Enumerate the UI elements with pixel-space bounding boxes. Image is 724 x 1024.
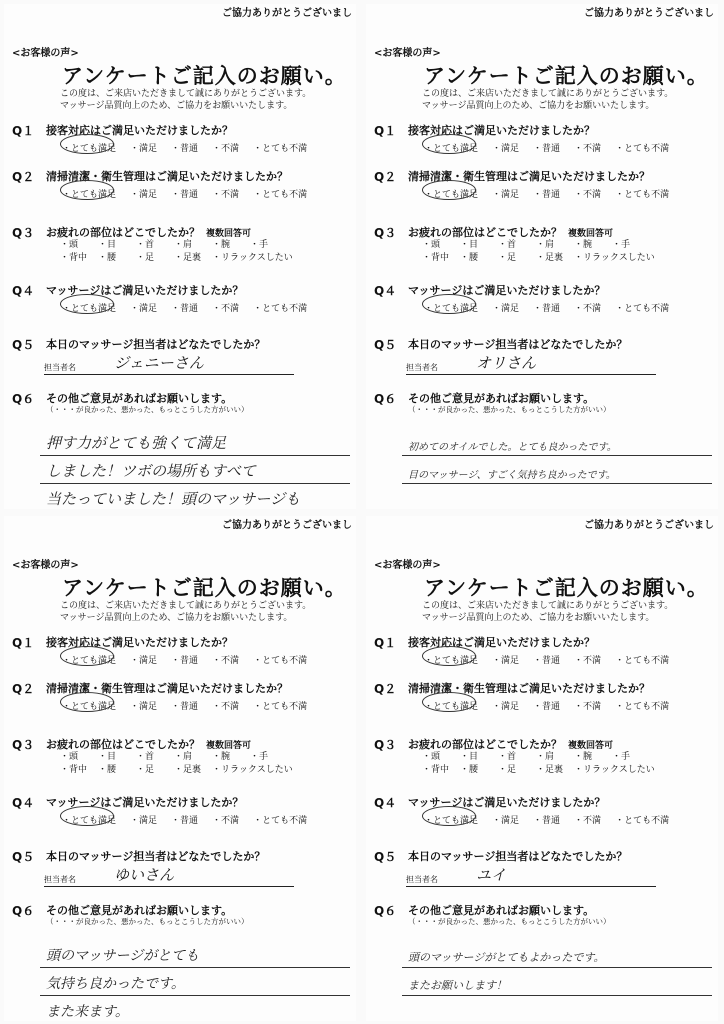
survey-title: アンケートご記入のお願い。 (62, 64, 347, 88)
comment-line (40, 968, 350, 996)
answer-circle-mark (422, 134, 479, 154)
question-text: 接客対応はご満足いただけましたか？ (408, 636, 595, 649)
question-number: Q６ (12, 392, 35, 406)
body-part-option[interactable]: ・足裏 (174, 253, 202, 263)
body-part-option[interactable]: ・腕 (574, 752, 593, 762)
body-part-option[interactable]: ・肩 (536, 752, 555, 762)
body-part-options (60, 751, 303, 777)
question-text: マッサージはご満足いただけましたか？ (408, 284, 606, 297)
option[interactable]: ・普通 (171, 144, 199, 154)
question-text: マッサージはご満足いただけましたか？ (46, 796, 244, 809)
staff-name-handwritten[interactable]: オリさん (476, 354, 537, 372)
survey-sheet (4, 4, 356, 509)
option[interactable]: ・とても満足 (424, 702, 479, 712)
body-part-option[interactable]: ・首 (498, 752, 517, 762)
customer-voice-label: <お客様の声> (12, 560, 79, 571)
handwritten-comment: 目のマッサージ、すごく気持ち良かったです。 (408, 470, 616, 481)
question-text: 接客対応はご満足いただけましたか？ (46, 636, 233, 649)
handwritten-comment: 頭のマッサージがとても (46, 948, 200, 964)
body-part-option[interactable]: ・目 (98, 752, 117, 762)
option[interactable]: ・満足 (130, 702, 158, 712)
option[interactable]: ・とても不満 (615, 304, 670, 314)
comment-line (402, 456, 712, 484)
question-number: Q２ (374, 682, 397, 696)
question-number: Q５ (374, 338, 397, 352)
option[interactable]: ・不満 (574, 144, 602, 154)
thanks-header: ご協力ありがとうございまし (222, 520, 352, 531)
option[interactable]: ・とても満足 (62, 144, 117, 154)
question-text: マッサージはご満足いただけましたか？ (408, 796, 606, 809)
answer-circle-mark (60, 134, 117, 154)
multi-answer-note: 複数回答可 (568, 741, 614, 751)
thanks-header: ご協力ありがとうございまし (584, 8, 714, 19)
option[interactable]: ・とても不満 (253, 816, 308, 826)
multi-answer-note: 複数回答可 (206, 229, 252, 239)
question-text: お疲れの部位はどこでしたか？ 複数回答可 (46, 738, 252, 751)
customer-voice-label: <お客様の声> (374, 560, 441, 571)
option[interactable]: ・不満 (212, 702, 240, 712)
handwritten-comment: またお願いします！ (408, 979, 507, 992)
option[interactable]: ・とても不満 (253, 304, 308, 314)
question-text: 清掃清潔・衛生管理はご満足いただけましたか？ (408, 682, 650, 695)
question-6-hint: （・・・が良かった、悪かった、もっとこうした方がいい） (408, 917, 611, 926)
staff-name-line (406, 886, 656, 887)
body-part-option[interactable]: ・肩 (174, 752, 193, 762)
question-number: Q３ (12, 738, 35, 752)
customer-voice-label: <お客様の声> (374, 48, 441, 59)
survey-sheet (366, 4, 718, 509)
body-part-option[interactable]: ・腰 (98, 253, 117, 263)
staff-name-label: 担当者名 (44, 363, 76, 372)
option[interactable]: ・とても不満 (615, 144, 670, 154)
option[interactable]: ・とても満足 (424, 144, 479, 154)
body-part-option[interactable]: ・足 (498, 765, 517, 775)
option[interactable]: ・不満 (212, 816, 240, 826)
option[interactable]: ・不満 (574, 656, 602, 666)
option[interactable]: ・満足 (130, 144, 158, 154)
answer-circle-mark (422, 806, 479, 826)
question-number: Q４ (12, 284, 35, 298)
multi-answer-note: 複数回答可 (206, 741, 252, 751)
staff-name-label: 担当者名 (406, 363, 438, 372)
survey-title: アンケートご記入のお願い。 (424, 576, 709, 600)
survey-sheet (366, 516, 718, 1021)
body-part-option[interactable]: ・リラックスしたい (212, 253, 293, 263)
option[interactable]: ・満足 (492, 144, 520, 154)
body-part-option[interactable]: ・背中 (60, 765, 88, 775)
option[interactable]: ・とても満足 (62, 190, 117, 200)
option[interactable]: ・不満 (574, 816, 602, 826)
question-number: Q４ (374, 796, 397, 810)
question-text: 清掃清潔・衛生管理はご満足いただけましたか？ (408, 170, 650, 183)
question-text: その他ご意見があればお願いします。 (408, 392, 595, 405)
body-part-option[interactable]: ・頭 (60, 752, 79, 762)
option[interactable]: ・とても満足 (424, 656, 479, 666)
body-part-option[interactable]: ・腰 (460, 253, 479, 263)
option[interactable]: ・不満 (574, 190, 602, 200)
survey-intro: この度は、ご来店いただきまして誠にありがとうございます。 マッサージ品質向上のため、ご協力をお願いいたします。 (422, 601, 674, 623)
question-number: Q３ (374, 226, 397, 240)
option[interactable]: ・とても不満 (615, 656, 670, 666)
body-part-options (60, 239, 303, 265)
body-part-option[interactable]: ・足裏 (174, 765, 202, 775)
handwritten-comment: 頭のマッサージがとてもよかったです。 (408, 951, 605, 964)
answer-circle-mark (422, 692, 479, 712)
answer-circle-mark (60, 692, 117, 712)
handwritten-comment: 当たっていました！頭のマッサージも (46, 490, 301, 508)
comment-line (40, 428, 350, 456)
body-part-option[interactable]: ・頭 (422, 752, 441, 762)
option[interactable]: ・満足 (492, 304, 520, 314)
comment-line (402, 996, 712, 1021)
answer-circle-mark (422, 646, 479, 666)
question-number: Q４ (12, 796, 35, 810)
body-part-option[interactable]: ・目 (460, 752, 479, 762)
handwritten-comment: 気持ち良かったです。 (46, 976, 185, 992)
survey-intro: この度は、ご来店いただきまして誠にありがとうございます。 マッサージ品質向上のため、ご協力をお願いいたします。 (422, 89, 674, 111)
option[interactable]: ・とても満足 (424, 304, 479, 314)
body-part-option[interactable]: ・足 (498, 253, 517, 263)
body-part-option[interactable]: ・リラックスしたい (212, 765, 293, 775)
comment-line (402, 484, 712, 509)
body-part-option[interactable]: ・リラックスしたい (574, 253, 655, 263)
handwritten-comment: また来ます。 (46, 1004, 129, 1020)
option[interactable]: ・満足 (130, 304, 158, 314)
handwritten-comment: 押す力がとても強くて満足 (46, 434, 227, 452)
question-number: Q２ (374, 170, 397, 184)
staff-name-label: 担当者名 (44, 875, 76, 884)
question-text: 清掃清潔・衛生管理はご満足いただけましたか？ (46, 170, 288, 183)
body-part-option[interactable]: ・足裏 (536, 765, 564, 775)
option[interactable]: ・とても満足 (424, 816, 479, 826)
option[interactable]: ・とても不満 (253, 656, 308, 666)
option[interactable]: ・満足 (492, 702, 520, 712)
body-part-option[interactable]: ・足裏 (536, 253, 564, 263)
option[interactable]: ・普通 (533, 816, 561, 826)
question-number: Q５ (12, 338, 35, 352)
body-part-options (422, 239, 665, 265)
option[interactable]: ・とても満足 (62, 816, 117, 826)
comment-line (402, 428, 712, 456)
comment-lines[interactable] (40, 428, 350, 509)
body-part-option[interactable]: ・足 (136, 253, 155, 263)
body-part-option[interactable]: ・手 (612, 752, 631, 762)
survey-intro: この度は、ご来店いただきまして誠にありがとうございます。 マッサージ品質向上のため、ご協力をお願いいたします。 (60, 89, 312, 111)
staff-name-line (44, 374, 294, 375)
answer-circle-mark (60, 646, 117, 666)
question-6-hint: （・・・が良かった、悪かった、もっとこうした方がいい） (408, 405, 611, 414)
question-text: マッサージはご満足いただけましたか？ (46, 284, 244, 297)
answer-circle-mark (60, 806, 117, 826)
option[interactable]: ・普通 (171, 702, 199, 712)
question-text: その他ご意見があればお願いします。 (408, 904, 595, 917)
option[interactable]: ・不満 (212, 190, 240, 200)
question-text: その他ご意見があればお願いします。 (46, 392, 233, 405)
question-number: Q４ (374, 284, 397, 298)
comment-lines[interactable] (402, 940, 712, 1021)
body-part-option[interactable]: ・腰 (98, 765, 117, 775)
option[interactable]: ・不満 (574, 702, 602, 712)
option[interactable]: ・とても不満 (253, 190, 308, 200)
question-text: その他ご意見があればお願いします。 (46, 904, 233, 917)
option[interactable]: ・普通 (171, 190, 199, 200)
question-number: Q３ (374, 738, 397, 752)
option[interactable]: ・とても満足 (424, 190, 479, 200)
body-part-option[interactable]: ・首 (136, 240, 155, 250)
question-number: Q１ (374, 636, 397, 650)
option[interactable]: ・とても満足 (62, 304, 117, 314)
survey-title: アンケートご記入のお願い。 (424, 64, 709, 88)
body-part-option[interactable]: ・足 (136, 765, 155, 775)
body-part-option[interactable]: ・腰 (460, 765, 479, 775)
body-part-option[interactable]: ・首 (136, 752, 155, 762)
staff-name-handwritten[interactable]: ユイ (476, 866, 507, 884)
body-part-option[interactable]: ・背中 (60, 253, 88, 263)
body-part-option[interactable]: ・肩 (174, 240, 193, 250)
question-number: Q５ (374, 850, 397, 864)
multi-answer-note: 複数回答可 (568, 229, 614, 239)
body-part-option[interactable]: ・リラックスしたい (574, 765, 655, 775)
survey-title: アンケートご記入のお願い。 (62, 576, 347, 600)
question-number: Q１ (12, 124, 35, 138)
staff-name-handwritten[interactable]: ジェニーさん (114, 354, 204, 372)
staff-name-handwritten[interactable]: ゆいさん (114, 866, 175, 884)
question-text: 接客対応はご満足いただけましたか？ (408, 124, 595, 137)
comment-line (402, 968, 712, 996)
body-part-option[interactable]: ・腕 (212, 752, 231, 762)
option[interactable]: ・普通 (171, 304, 199, 314)
comment-lines[interactable] (402, 428, 712, 509)
question-6-hint: （・・・が良かった、悪かった、もっとこうした方がいい） (46, 405, 249, 414)
question-number: Q６ (374, 392, 397, 406)
body-part-option[interactable]: ・肩 (536, 240, 555, 250)
option[interactable]: ・普通 (171, 656, 199, 666)
comment-line (40, 940, 350, 968)
question-text: 接客対応はご満足いただけましたか？ (46, 124, 233, 137)
comment-line (40, 456, 350, 484)
customer-voice-label: <お客様の声> (12, 48, 79, 59)
option[interactable]: ・普通 (171, 816, 199, 826)
answer-circle-mark (422, 294, 479, 314)
option[interactable]: ・とても満足 (62, 656, 117, 666)
option[interactable]: ・とても満足 (62, 702, 117, 712)
question-number: Q６ (12, 904, 35, 918)
option[interactable]: ・とても不満 (615, 816, 670, 826)
thanks-header: ご協力ありがとうございまし (584, 520, 714, 531)
staff-name-line (44, 886, 294, 887)
comment-line (40, 484, 350, 509)
handwritten-comment: 初めてのオイルでした。とても良かったです。 (408, 442, 617, 453)
option[interactable]: ・とても不満 (615, 702, 670, 712)
option[interactable]: ・不満 (212, 144, 240, 154)
option[interactable]: ・満足 (492, 816, 520, 826)
survey-intro: この度は、ご来店いただきまして誠にありがとうございます。 マッサージ品質向上のため、ご協力をお願いいたします。 (60, 601, 312, 623)
body-part-option[interactable]: ・手 (612, 240, 631, 250)
comment-lines[interactable] (40, 940, 350, 1021)
option[interactable]: ・普通 (533, 702, 561, 712)
body-part-option[interactable]: ・目 (98, 240, 117, 250)
survey-sheet (4, 516, 356, 1021)
body-part-option[interactable]: ・腕 (212, 240, 231, 250)
option[interactable]: ・満足 (492, 656, 520, 666)
option[interactable]: ・普通 (533, 144, 561, 154)
option[interactable]: ・とても不満 (253, 702, 308, 712)
question-text: 本日のマッサージ担当者はどなたでしたか？ (408, 850, 628, 863)
question-number: Q６ (374, 904, 397, 918)
thanks-header: ご協力ありがとうございまし (222, 8, 352, 19)
option[interactable]: ・とても不満 (253, 144, 308, 154)
question-text: 本日のマッサージ担当者はどなたでしたか？ (46, 850, 266, 863)
option[interactable]: ・満足 (130, 656, 158, 666)
question-number: Q５ (12, 850, 35, 864)
option[interactable]: ・普通 (533, 656, 561, 666)
question-text: お疲れの部位はどこでしたか？ 複数回答可 (46, 226, 252, 239)
comment-line (40, 996, 350, 1021)
question-text: 本日のマッサージ担当者はどなたでしたか？ (46, 338, 266, 351)
question-text: お疲れの部位はどこでしたか？ 複数回答可 (408, 738, 614, 751)
body-part-option[interactable]: ・腕 (574, 240, 593, 250)
body-part-option[interactable]: ・手 (250, 240, 269, 250)
question-number: Q２ (12, 682, 35, 696)
body-part-option[interactable]: ・背中 (422, 253, 450, 263)
option[interactable]: ・普通 (533, 190, 561, 200)
staff-name-label: 担当者名 (406, 875, 438, 884)
body-part-option[interactable]: ・頭 (422, 240, 441, 250)
body-part-option[interactable]: ・首 (498, 240, 517, 250)
body-part-option[interactable]: ・背中 (422, 765, 450, 775)
body-part-options (422, 751, 665, 777)
answer-circle-mark (60, 180, 117, 200)
body-part-option[interactable]: ・手 (250, 752, 269, 762)
question-text: お疲れの部位はどこでしたか？ 複数回答可 (408, 226, 614, 239)
comment-line (402, 940, 712, 968)
option[interactable]: ・満足 (130, 190, 158, 200)
question-text: 清掃清潔・衛生管理はご満足いただけましたか？ (46, 682, 288, 695)
handwritten-comment: しました！ツボの場所もすべて (46, 462, 256, 480)
option[interactable]: ・とても不満 (615, 190, 670, 200)
question-number: Q１ (12, 636, 35, 650)
question-text: 本日のマッサージ担当者はどなたでしたか？ (408, 338, 628, 351)
body-part-option[interactable]: ・目 (460, 240, 479, 250)
question-number: Q２ (12, 170, 35, 184)
option[interactable]: ・満足 (492, 190, 520, 200)
option[interactable]: ・不満 (574, 304, 602, 314)
staff-name-line (406, 374, 656, 375)
answer-circle-mark (422, 180, 479, 200)
question-number: Q１ (374, 124, 397, 138)
option[interactable]: ・満足 (130, 816, 158, 826)
option[interactable]: ・不満 (212, 656, 240, 666)
option[interactable]: ・普通 (533, 304, 561, 314)
body-part-option[interactable]: ・頭 (60, 240, 79, 250)
option[interactable]: ・不満 (212, 304, 240, 314)
question-number: Q３ (12, 226, 35, 240)
answer-circle-mark (60, 294, 117, 314)
question-6-hint: （・・・が良かった、悪かった、もっとこうした方がいい） (46, 917, 249, 926)
